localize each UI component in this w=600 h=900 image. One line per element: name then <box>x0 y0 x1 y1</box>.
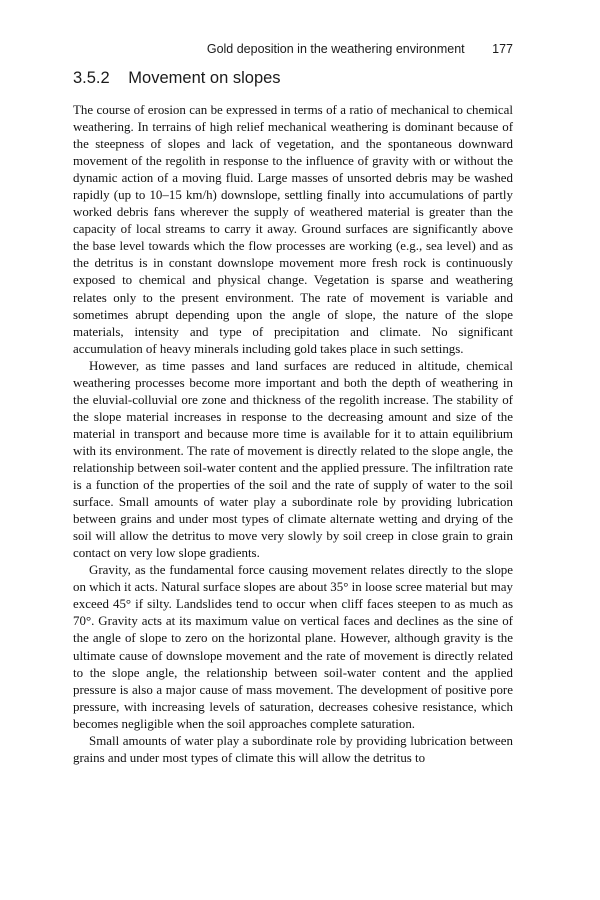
body-text <box>73 101 513 766</box>
running-head-title: Gold deposition in the weathering environment <box>206 42 465 56</box>
section-heading <box>73 69 281 88</box>
section-title: Movement on slopes <box>128 69 281 87</box>
page-number: 177 <box>492 42 513 56</box>
section-number: 3.5.2 <box>73 69 110 87</box>
paragraph-4: Small amounts of water play a subordinate role by providing lubrication between grains and under most types of climate this will allow the detritus to <box>73 732 513 765</box>
paragraph-1: The course of erosion can be expressed in terms of a ratio of mechanical to chemical weathering. In terrains of high relief mechanical weathering is dominant because of the steepness of slopes and lack of vegetation, and the spontaneous downward movement of the regolith in response to the influence of gravity with or without the dynamic action of a moving fluid. Large masses of unsorted debris may be washed rapidly (up to 10–15 km/h) downslope, settling finally into accumulations of partly worked debris fans wherever the supply of weathered material is greater than the capacity of local streams to carry it away. Ground surfaces are significantly above the base level towards which the flow processes are working (e.g., sea level) and as the detritus is in constant downslope movement more fresh rock is continuously exposed to chemical and physical change. Vegetation is sparse and weathering relates only to the present environment. The rate of movement is variable and sometimes abrupt depending upon the angle of slope, the nature of the slope materials, intensity and type of precipitation and climate. No significant accumulation of heavy minerals including gold takes place in such settings. <box>73 102 513 356</box>
paragraph-3: Gravity, as the fundamental force causing movement relates directly to the slope on which it acts. Natural surface slopes are about 35° in loose scree material but may exceed 45° if silty. Landslides tend to occur when cliff faces steepen to as much as 70°. Gravity acts at its maximum value on vertical faces and declines as the sine of the angle of slope to zero on the horizontal plane. However, although gravity is the ultimate cause of downslope movement and the rate of movement is directly related to the slope angle, the relationship between soil-water content and the applied pressure is also a major cause of mass movement. The development of positive pore pressure, with increasing levels of saturation, decreases cohesive resistance, which becomes negligible when the soil approaches complete saturation. <box>73 562 513 731</box>
running-head <box>207 42 513 56</box>
paragraph-2: However, as time passes and land surfaces are reduced in altitude, chemical weathering processes become more important and both the depth of weathering in the eluvial-colluvial ore zone and thickness of the regolith increase. The stability of the slope material increases in response to the decreasing amount and size of the material in transport and because more time is available for it to attain equilibrium with its environment. The rate of movement is directly related to the slope angle, the relationship between soil-water content and the applied pressure. The infiltration rate is a function of the properties of the soil and the rate of supply of water to the soil surface. Small amounts of water play a subordinate role by providing lubrication between grains and under most types of climate alternate wetting and drying of the soil will allow the detritus to move very slowly by soil creep in close grain to grain contact on very low slope gradients. <box>73 357 513 561</box>
book-page <box>73 0 513 900</box>
